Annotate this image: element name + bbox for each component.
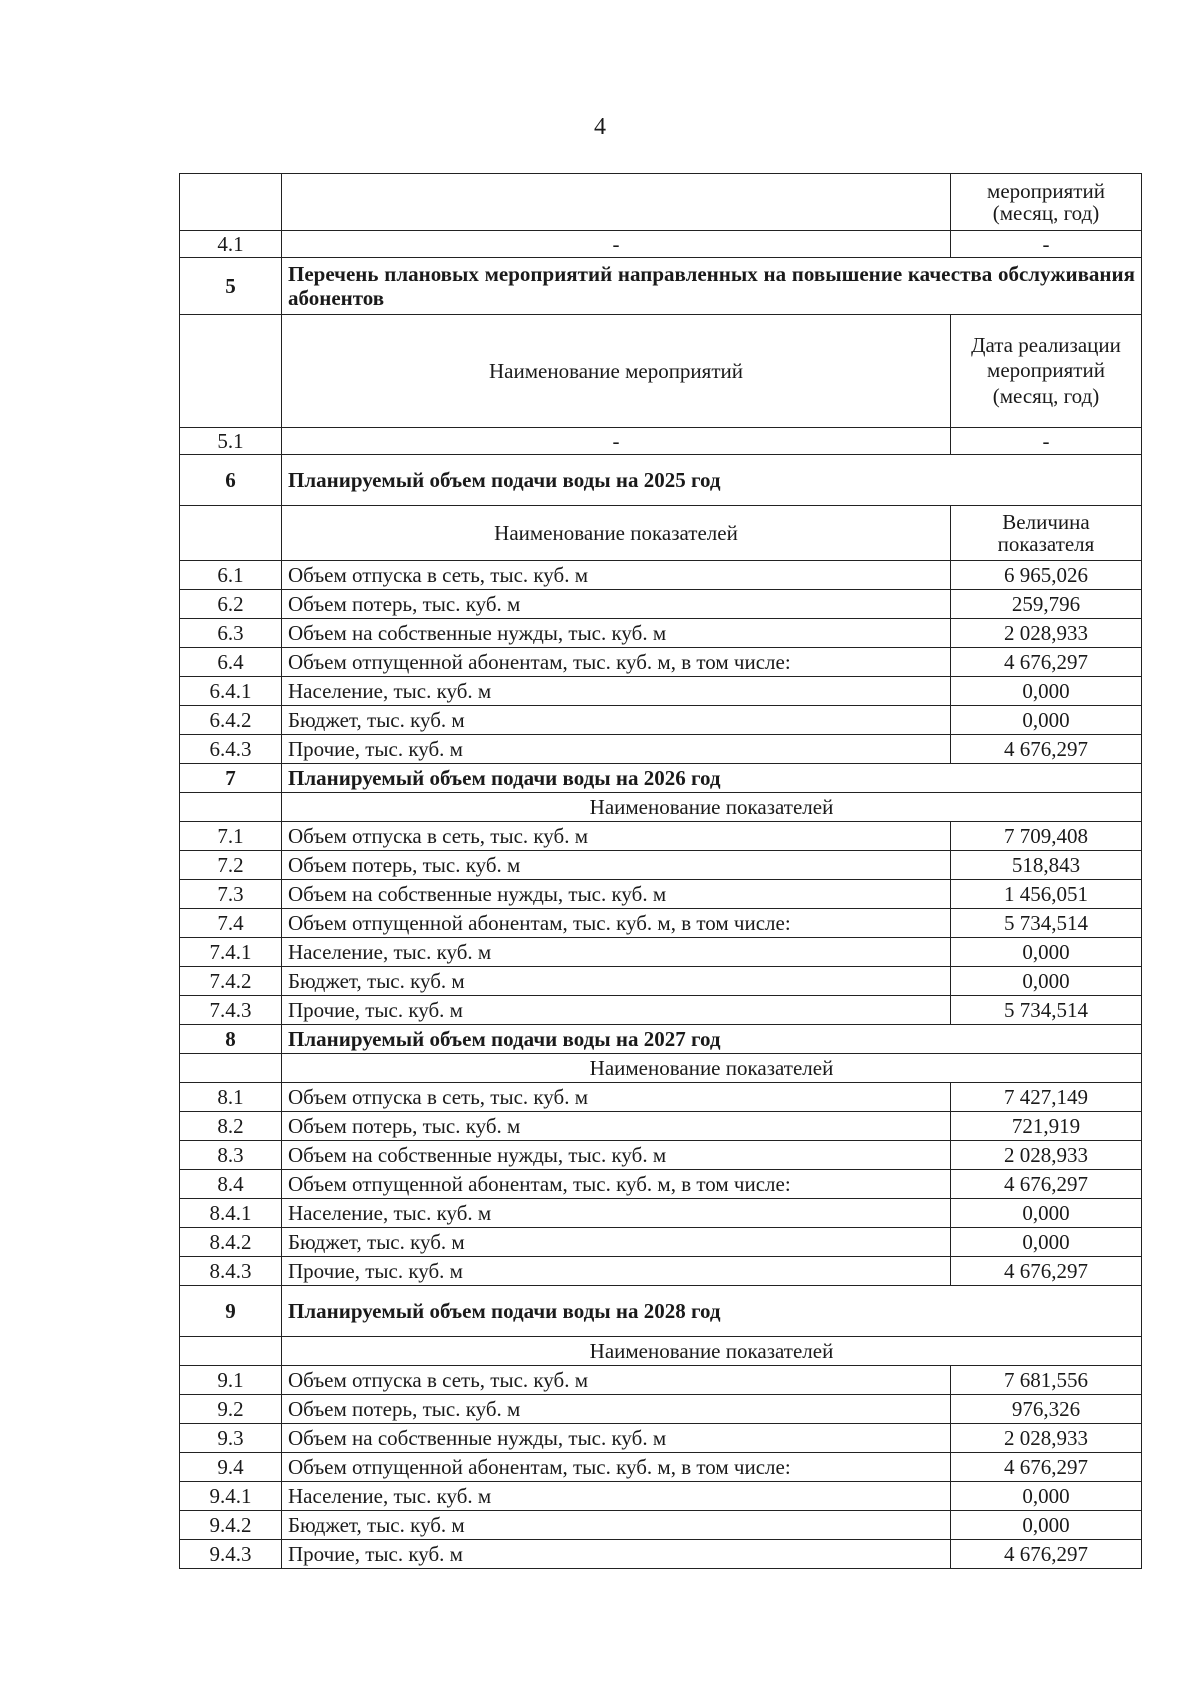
empty-num-cell	[180, 315, 282, 428]
row-name: Прочие, тыс. куб. м	[282, 1540, 951, 1569]
indicators-table	[179, 173, 1142, 1569]
column-header-row	[180, 1054, 1142, 1083]
row-value: 259,796	[951, 590, 1142, 619]
empty-num-cell	[180, 174, 282, 231]
empty-num-cell	[180, 1337, 282, 1366]
row-number: 9.4.2	[180, 1511, 282, 1540]
row-number: 8.4.3	[180, 1257, 282, 1286]
row-name: Объем отпущенной абонентам, тыс. куб. м, в том числе:	[282, 648, 951, 677]
row-name: Население, тыс. куб. м	[282, 938, 951, 967]
table-row	[180, 1366, 1142, 1395]
section-title: Планируемый объем подачи воды на 2026 год	[282, 764, 1142, 793]
row-number: 5.1	[180, 428, 282, 455]
row-name: Население, тыс. куб. м	[282, 1199, 951, 1228]
row-value: 0,000	[951, 1199, 1142, 1228]
row-value: 4 676,297	[951, 648, 1142, 677]
row-value: 2 028,933	[951, 1141, 1142, 1170]
row-name: Объем потерь, тыс. куб. м	[282, 1395, 951, 1424]
column-header-row	[180, 793, 1142, 822]
row-value: 5 734,514	[951, 996, 1142, 1025]
row-name: Объем на собственные нужды, тыс. куб. м	[282, 1424, 951, 1453]
row-value: 7 681,556	[951, 1366, 1142, 1395]
row-name: Объем отпуска в сеть, тыс. куб. м	[282, 561, 951, 590]
table-row	[180, 1112, 1142, 1141]
table-row	[180, 1083, 1142, 1112]
row-value: 0,000	[951, 677, 1142, 706]
table-row	[180, 1170, 1142, 1199]
table-row	[180, 1511, 1142, 1540]
row-value: 7 427,149	[951, 1083, 1142, 1112]
row-value: 1 456,051	[951, 880, 1142, 909]
column-header-name: Наименование показателей	[282, 793, 1142, 822]
row-value: 0,000	[951, 1228, 1142, 1257]
section-title: Планируемый объем подачи воды на 2027 год	[282, 1025, 1142, 1054]
row-name: Объем отпущенной абонентам, тыс. куб. м, в том числе:	[282, 1453, 951, 1482]
column-header-name: Наименование показателей	[282, 1054, 1142, 1083]
table-row	[180, 996, 1142, 1025]
row-value: 721,919	[951, 1112, 1142, 1141]
section-title-row	[180, 1025, 1142, 1054]
row-value: 4 676,297	[951, 735, 1142, 764]
row-number: 4.1	[180, 231, 282, 258]
column-header-name: Наименование показателей	[282, 506, 951, 561]
row-name: -	[282, 231, 951, 258]
table-row	[180, 648, 1142, 677]
row-name: Прочие, тыс. куб. м	[282, 735, 951, 764]
table-row	[180, 706, 1142, 735]
table-row	[180, 619, 1142, 648]
row-name: Объем отпуска в сеть, тыс. куб. м	[282, 1083, 951, 1112]
table-row	[180, 677, 1142, 706]
section-number: 7	[180, 764, 282, 793]
row-name: Объем на собственные нужды, тыс. куб. м	[282, 1141, 951, 1170]
row-value: -	[951, 428, 1142, 455]
section-title-row	[180, 455, 1142, 506]
row-number: 8.4	[180, 1170, 282, 1199]
row-number: 9.2	[180, 1395, 282, 1424]
column-header-name: Наименование показателей	[282, 1337, 1142, 1366]
row-number: 7.1	[180, 822, 282, 851]
table-row	[180, 590, 1142, 619]
section-title: Перечень плановых мероприятий направленных на повышение качества обслуживания абонентов	[282, 258, 1142, 315]
page-number: 4	[594, 114, 606, 140]
row-value: 4 676,297	[951, 1257, 1142, 1286]
row-name: Объем отпущенной абонентам, тыс. куб. м, в том числе:	[282, 1170, 951, 1199]
table-row	[180, 967, 1142, 996]
row-name: Бюджет, тыс. куб. м	[282, 967, 951, 996]
row-name: -	[282, 428, 951, 455]
row-number: 6.1	[180, 561, 282, 590]
row-name: Объем потерь, тыс. куб. м	[282, 1112, 951, 1141]
row-number: 8.1	[180, 1083, 282, 1112]
row-name: Население, тыс. куб. м	[282, 1482, 951, 1511]
row-number: 8.4.2	[180, 1228, 282, 1257]
section-number: 8	[180, 1025, 282, 1054]
row-number: 6.4	[180, 648, 282, 677]
row-name: Объем потерь, тыс. куб. м	[282, 590, 951, 619]
row-name: Объем на собственные нужды, тыс. куб. м	[282, 880, 951, 909]
row-value: 7 709,408	[951, 822, 1142, 851]
row-number: 9.4.3	[180, 1540, 282, 1569]
empty-num-cell	[180, 1054, 282, 1083]
section-number: 6	[180, 455, 282, 506]
column-header-row	[180, 506, 1142, 561]
row-name: Прочие, тыс. куб. м	[282, 996, 951, 1025]
row-value: 0,000	[951, 706, 1142, 735]
row-value: 5 734,514	[951, 909, 1142, 938]
section-title-row	[180, 1286, 1142, 1337]
row-number: 6.4.3	[180, 735, 282, 764]
continuation-row	[180, 174, 1142, 231]
row-number: 8.2	[180, 1112, 282, 1141]
table-row	[180, 1424, 1142, 1453]
column-header-value: Величина показателя	[951, 506, 1142, 561]
row-number: 7.2	[180, 851, 282, 880]
table-row	[180, 1453, 1142, 1482]
row-value: 518,843	[951, 851, 1142, 880]
row-name: Население, тыс. куб. м	[282, 677, 951, 706]
row-name: Бюджет, тыс. куб. м	[282, 1511, 951, 1540]
row-number: 9.4	[180, 1453, 282, 1482]
row-number: 8.4.1	[180, 1199, 282, 1228]
row-number: 9.3	[180, 1424, 282, 1453]
table-row	[180, 231, 1142, 258]
table-row	[180, 428, 1142, 455]
table-row	[180, 1482, 1142, 1511]
table-row	[180, 938, 1142, 967]
column-header-value: Дата реализации мероприятий (месяц, год)	[951, 315, 1142, 428]
table-row	[180, 1199, 1142, 1228]
row-number: 7.4	[180, 909, 282, 938]
row-name: Бюджет, тыс. куб. м	[282, 706, 951, 735]
row-name: Прочие, тыс. куб. м	[282, 1257, 951, 1286]
row-number: 6.4.1	[180, 677, 282, 706]
table-row	[180, 1228, 1142, 1257]
table-row	[180, 880, 1142, 909]
table-row	[180, 822, 1142, 851]
table-row	[180, 561, 1142, 590]
table-row	[180, 851, 1142, 880]
row-value: 2 028,933	[951, 1424, 1142, 1453]
empty-num-cell	[180, 506, 282, 561]
column-header-row	[180, 1337, 1142, 1366]
empty-name-cell	[282, 174, 951, 231]
row-number: 9.1	[180, 1366, 282, 1395]
section-title-row	[180, 258, 1142, 315]
row-name: Бюджет, тыс. куб. м	[282, 1228, 951, 1257]
row-name: Объем отпуска в сеть, тыс. куб. м	[282, 822, 951, 851]
row-number: 7.4.3	[180, 996, 282, 1025]
table-row	[180, 1257, 1142, 1286]
row-name: Объем потерь, тыс. куб. м	[282, 851, 951, 880]
row-value: 4 676,297	[951, 1170, 1142, 1199]
row-number: 6.3	[180, 619, 282, 648]
table-row	[180, 1540, 1142, 1569]
row-number: 9.4.1	[180, 1482, 282, 1511]
row-number: 6.4.2	[180, 706, 282, 735]
row-name: Объем отпуска в сеть, тыс. куб. м	[282, 1366, 951, 1395]
row-name: Объем на собственные нужды, тыс. куб. м	[282, 619, 951, 648]
empty-num-cell	[180, 793, 282, 822]
section-title: Планируемый объем подачи воды на 2025 год	[282, 455, 1142, 506]
row-value: 2 028,933	[951, 619, 1142, 648]
row-value: 4 676,297	[951, 1453, 1142, 1482]
row-value: 0,000	[951, 1511, 1142, 1540]
column-header-name: Наименование мероприятий	[282, 315, 951, 428]
row-value: 6 965,026	[951, 561, 1142, 590]
row-number: 7.4.1	[180, 938, 282, 967]
row-number: 7.4.2	[180, 967, 282, 996]
section-title: Планируемый объем подачи воды на 2028 год	[282, 1286, 1142, 1337]
row-value: 0,000	[951, 938, 1142, 967]
row-number: 6.2	[180, 590, 282, 619]
table-row	[180, 1395, 1142, 1424]
row-value: 976,326	[951, 1395, 1142, 1424]
section-number: 5	[180, 258, 282, 315]
table-row	[180, 1141, 1142, 1170]
table-row	[180, 735, 1142, 764]
continuation-header-value: мероприятий (месяц, год)	[951, 174, 1142, 231]
row-value: 4 676,297	[951, 1540, 1142, 1569]
row-value: 0,000	[951, 967, 1142, 996]
section-title-row	[180, 764, 1142, 793]
column-header-row	[180, 315, 1142, 428]
row-number: 7.3	[180, 880, 282, 909]
row-value: -	[951, 231, 1142, 258]
table-row	[180, 909, 1142, 938]
row-name: Объем отпущенной абонентам, тыс. куб. м, в том числе:	[282, 909, 951, 938]
row-value: 0,000	[951, 1482, 1142, 1511]
row-number: 8.3	[180, 1141, 282, 1170]
section-number: 9	[180, 1286, 282, 1337]
